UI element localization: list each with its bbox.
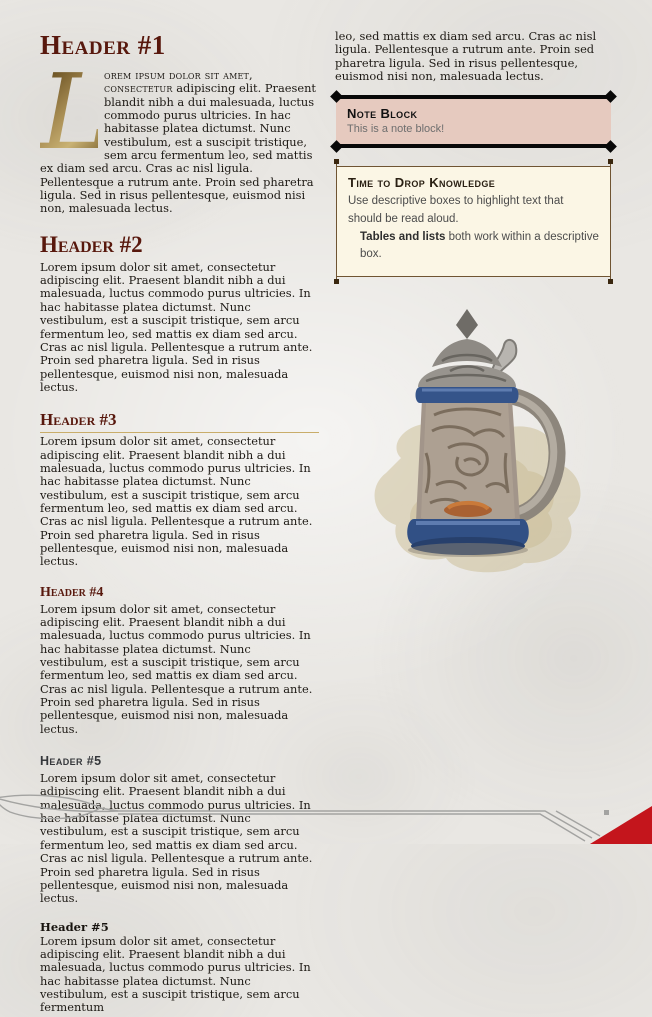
note-block-body: This is a note block!	[347, 123, 445, 136]
paragraph-continued: leo, sed mattis ex diam sed arcu. Cras ac nisl ligula. Pellentesque a rutrum ante. Proin sed pharetra ligula. Sed in risus pellentesque, euismod nisi non, malesuada lectus.	[335, 29, 597, 84]
footer-flourish	[0, 794, 652, 844]
note-block-corner-icon	[330, 91, 343, 104]
leaf-vein	[0, 798, 118, 811]
descriptive-box-title: Time to Drop Knowledge	[348, 175, 496, 191]
note-block-title: Note Block	[347, 106, 418, 122]
left-column	[40, 30, 319, 1017]
lead-smallcaps-text: orem ipsum dolor sit amet, consectetur	[104, 68, 253, 96]
descriptive-box-rail	[610, 161, 611, 281]
paragraph: Lorem ipsum dolor sit amet, consectetur adipiscing elit. Praesent blandit nibh a dui malesuada, luctus commodo purus ultricies. In hac habitasse platea dictumst. Nunc vestibulum, est a suscipit tristique, sem arcu fermentum leo, sed mattis ex diam sed arcu. Cras ac nisl ligula. Pellentesque a rutrum ante. Proin sed pharetra ligula. Sed in risus pellentesque, euismod nisi non, malesuada lectus.	[40, 259, 313, 394]
descriptive-box-line1: Use descriptive boxes to highlight text that should be read aloud.	[348, 195, 564, 226]
heading-4: Header #4	[40, 584, 104, 600]
stein-shadow	[408, 543, 528, 557]
right-column	[335, 30, 614, 1017]
paragraph: Lorem ipsum dolor sit amet, consectetur adipiscing elit. Praesent blandit nibh a dui malesuada, luctus commodo purus ultricies. In hac habitasse platea dictumst. Nunc vestibulum, est a suscipit tristique, sem arcu fermentum leo, sed mattis ex diam sed arcu. Cras ac nisl ligula. Pellentesque a rutrum ante. Proin sed pharetra ligula. Sed in risus pellentesque, euismod nisi non, malesuada lectus.	[40, 771, 313, 906]
stein-lid-dome	[432, 339, 502, 367]
descriptive-box-rail	[336, 161, 337, 281]
heading-5: Header #5	[40, 754, 102, 769]
heading-2: Header #2	[40, 231, 143, 257]
heading-3: Header #3	[40, 410, 319, 433]
leaf-flourish-icon	[0, 795, 100, 818]
paragraph-truncated: Lorem ipsum dolor sit amet, consectetur adipiscing elit. Praesent blandit nibh a dui malesuada, luctus commodo purus ultricies. In hac habitasse platea dictumst. Nunc vestibulum, est a suscipit tristique, sem arcu fermentum	[40, 933, 311, 1015]
heading-6: Header #5	[40, 919, 109, 934]
paragraph: Lorem ipsum dolor sit amet, consectetur adipiscing elit. Praesent blandit nibh a dui malesuada, luctus commodo purus ultricies. In hac habitasse platea dictumst. Nunc vestibulum, est a suscipit tristique, sem arcu fermentum leo, sed mattis ex diam sed arcu. Cras ac nisl ligula. Pellentesque a rutrum ante. Proin sed pharetra ligula. Sed in risus pellentesque, euismod nisi non, malesuada lectus.	[40, 434, 313, 569]
descriptive-box-line2: Tables and lists both work within a descriptive box.	[360, 231, 599, 261]
page-footer	[0, 794, 652, 844]
descriptive-box-bold-text: Tables and lists	[360, 231, 446, 243]
red-corner-triangle	[590, 806, 652, 844]
drop-cap-letter: L	[40, 51, 110, 173]
footer-line-diagonal	[556, 811, 600, 836]
paragraph: Lorem ipsum dolor sit amet, consectetur adipiscing elit. Praesent blandit nibh a dui malesuada, luctus commodo purus ultricies. In hac habitasse platea dictumst. Nunc vestibulum, est a suscipit tristique, sem arcu fermentum leo, sed mattis ex diam sed arcu. Cras ac nisl ligula. Pellentesque a rutrum ante. Proin sed pharetra ligula. Sed in risus pellentesque, euismod nisi non, malesuada lectus.	[40, 601, 313, 736]
beer-stein-illustration	[356, 303, 594, 579]
footer-line-lower	[118, 814, 585, 841]
paragraph-text: adipiscing elit. Praesent blandit nibh a dui malesuada, luctus commodo purus ultricies. In hac habitasse platea dictumst. Nunc vestibulum, est a suscipit tristique, sem arcu fermentum leo, sed mattis ex diam sed arcu. Cras ac nisl ligula. Pellentesque a rutrum ante. Proin sed pharetra ligula. Sed in risus pellentesque, euismod nisi non, malesuada lectus.	[40, 81, 316, 216]
note-block-corner-icon	[604, 91, 617, 104]
footer-dot	[604, 810, 609, 815]
descriptive-box	[336, 166, 611, 276]
footer-line-upper	[100, 808, 592, 838]
note-block-corner-icon	[604, 141, 617, 154]
note-block-corner-icon	[330, 141, 343, 154]
heading-1: Header #1	[40, 30, 166, 60]
note-block	[336, 95, 611, 148]
document-page	[40, 30, 614, 1017]
paragraph-dropcap	[40, 51, 319, 216]
stein-finial	[456, 309, 478, 339]
